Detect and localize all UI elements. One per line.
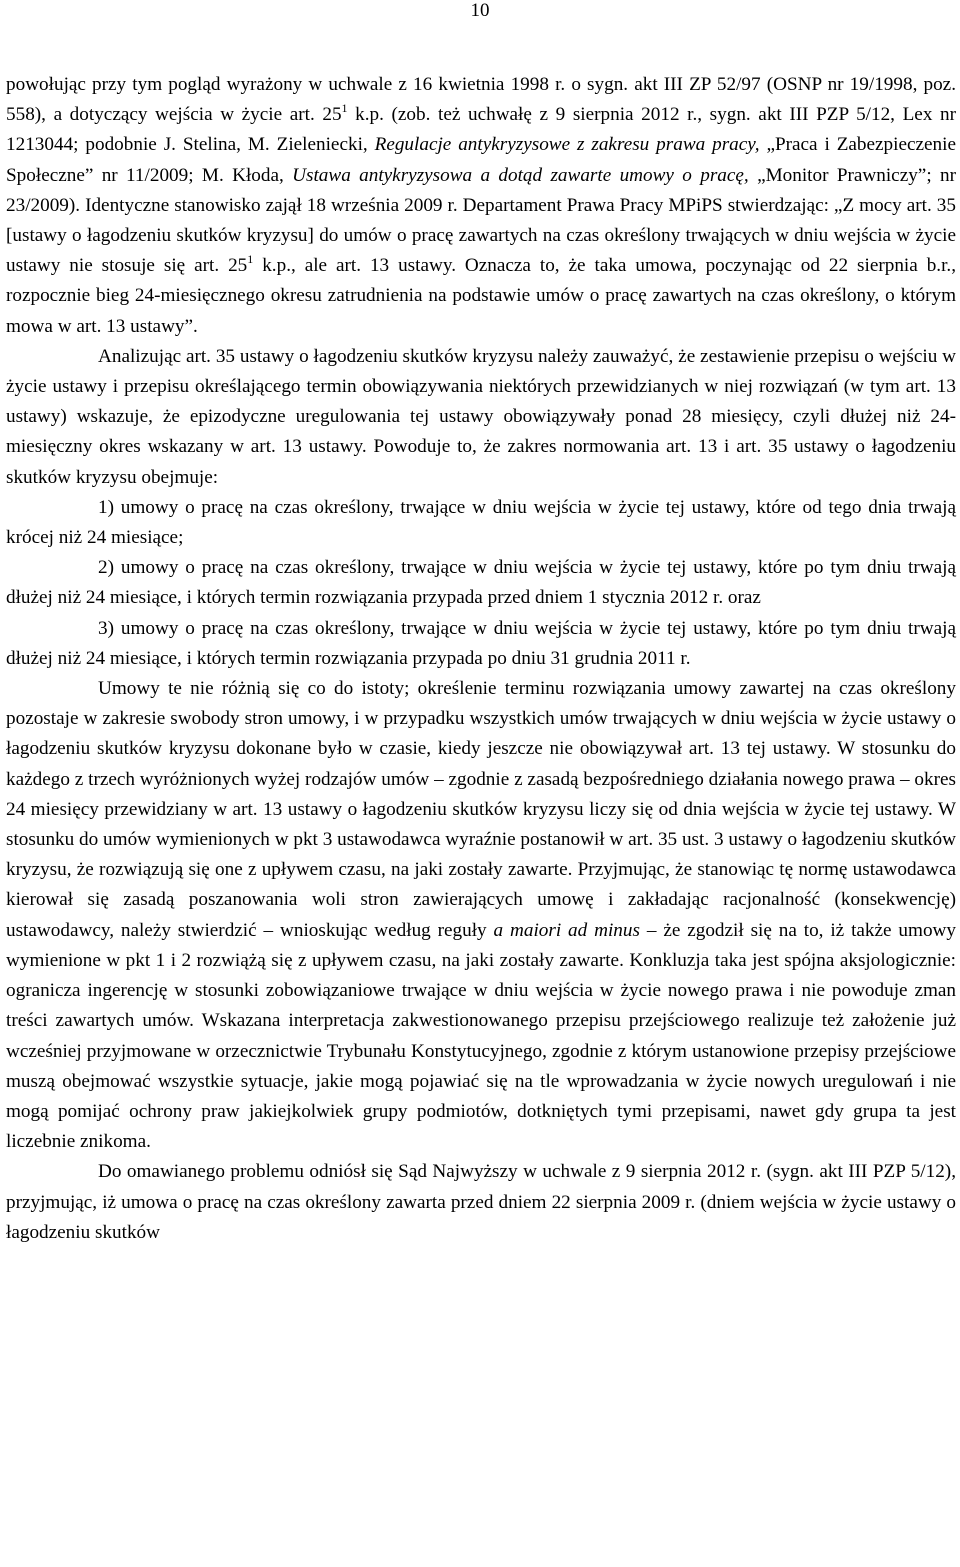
document-body <box>6 70 956 1248</box>
superscript: 1 <box>341 101 348 116</box>
italic-title: Regulacje antykryzysowe z zakresu prawa pracy, <box>374 134 760 156</box>
text-run: k.p., ale art. 13 ustawy. Oznacza to, że taka umowa, poczynając od 22 sierpnia b.r., rozpocznie bieg 24-miesięcznego okresu zatrudnienia na podstawie umów o pracę zawartych na czas określony, o którym mowa w art. 13 ustawy”. <box>6 255 957 337</box>
list-item-2: 2) umowy o pracę na czas określony, trwające w dniu wejścia w życie tej ustawy, które po tym dniu trwają dłużej niż 24 miesiące, i których termin rozwiązania przypada przed dniem 1 stycznia 2012 r. oraz <box>6 557 956 609</box>
superscript: 1 <box>247 252 254 267</box>
italic-title: Ustawa antykryzysowa a dotąd zawarte umowy o pracę, <box>292 164 749 186</box>
paragraph-reasoning <box>6 674 956 1157</box>
italic-phrase: a maiori ad minus <box>493 919 640 941</box>
list-item-3: 3) umowy o pracę na czas określony, trwające w dniu wejścia w życie tej ustawy, które po tym dniu trwają dłużej niż 24 miesiące, i których termin rozwiązania przypada po dniu 31 grudnia 2011 r. <box>6 617 956 669</box>
text-run: „Monitor Prawniczy”; nr 23/2009). Identyczne stanowisko zajął 18 września 2009 r. Departament Prawa Pracy MPiPS stwierdzając: „Z mocy art. 35 [ustawy o łagodzeniu skutków kryzysu] do umów o pracę zawartych na czas określony trwających w dniu wejścia w życie ustawy nie stosuje się art. 25 <box>6 164 956 277</box>
text-run: – że zgodził się na to, iż także umowy wymienione w pkt 1 i 2 rozwiążą się z upływem czasu, na jaki zostały zawarte. Konkluzja taka jest spójna aksjologicznie: ogranicza ingerencję w stosunki zobowiązaniowe trwające w dniu wejścia w życie nowego prawa i nie powoduje zman treści zawartych umów. Wskazana interpretacja zakwestionowanego przepisu przejściowego realizuje też założenie już wcześniej przyjmowane w orzecznictwie Trybunału Konstytucyjnego, zgodnie z którym ustanowione przepisy przejściowe muszą obejmować wszystkie sytuacje, jakie mogą pojawiać się na tle wprowadzania w życie nowych uregulowań i nie mogą pomijać ochrony praw jakiejkolwiek grupy podmiotów, dotkniętych tymi przepisami, nawet gdy grupa ta jest liczebnie znikoma. <box>6 919 956 1153</box>
text-run: „Praca i Zabezpieczenie Społeczne” nr 11/2009; M. Kłoda, <box>6 134 956 186</box>
text-run: Umowy te nie różnią się co do istoty; określenie terminu rozwiązania umowy zawartej na czas określony pozostaje w zakresie swobody stron umowy, i w przypadku wszystkich umów trwających w dniu wejścia w życie ustawy o łagodzeniu skutków kryzysu dokonane było w czasie, kiedy jeszcze nie obowiązywał art. 13 tej ustawy. W stosunku do każdego z trzech wyróżnionych wyżej rodzajów umów – zgodnie z zasadą bezpośredniego działania nowego prawa – okres 24 miesięcy przewidziany w art. 13 ustawy o łagodzeniu skutków kryzysu liczy się od dnia wejścia w życie tej ustawy. W stosunku do umów wymienionych w pkt 3 ustawodawca wyraźnie postanowił w art. 35 ust. 3 ustawy o łagodzeniu skutków kryzysu, że rozwiązują się one z upływem czasu, na jaki zostały zawarte. Przyjmując, że stanowiąc tę normę ustawodawca kierował się zasadą poszanowania woli stron zawierających umowę i zakładając racjonalność (konsekwencję) ustawodawcy, należy stwierdzić – wnioskując według reguły <box>6 678 956 941</box>
paragraph-supreme-court: Do omawianego problemu odniósł się Sąd Najwyższy w uchwale z 9 sierpnia 2012 r. (sygn. akt III PZP 5/12), przyjmując, iż umowa o pracę na czas określony zawarta przed dniem 22 sierpnia 2009 r. (dniem wejścia w życie ustawy o łagodzeniu skutków <box>6 1161 956 1243</box>
list-item-1: 1) umowy o pracę na czas określony, trwające w dniu wejścia w życie tej ustawy, które od tego dnia trwają krócej niż 24 miesiące; <box>6 496 956 549</box>
page-number: 10 <box>470 0 490 21</box>
paragraph-analysis: Analizując art. 35 ustawy o łagodzeniu skutków kryzysu należy zauważyć, że zestawienie przepisu o wejściu w życie ustawy i przepisu określającego termin obowiązywania niektórych przewidzianych w niej rozwiązań (w tym art. 13 ustawy) wskazuje, że epizodyczne uregulowania tej ustawy obowiązywały ponad 28 miesięcy, czyli dłużej niż 24-miesięczny okres wskazany w art. 13 ustawy. Powoduje to, że zakres normowania art. 13 i art. 35 ustawy o łagodzeniu skutków kryzysu obejmuje: <box>6 345 956 488</box>
paragraph-citation <box>6 70 956 342</box>
text-run: powołując przy tym pogląd wyrażony w uchwale z 16 kwietnia 1998 r. o sygn. akt III ZP 52/97 (OSNP nr 19/1998, poz. 558), a dotyczący wejścia w życie art. 25 <box>6 74 956 126</box>
text-run: k.p. (zob. też uchwałę z 9 sierpnia 2012 r., sygn. akt III PZP 5/12, Lex nr 1213044; podobnie J. Stelina, M. Zieleniecki, <box>6 104 956 156</box>
